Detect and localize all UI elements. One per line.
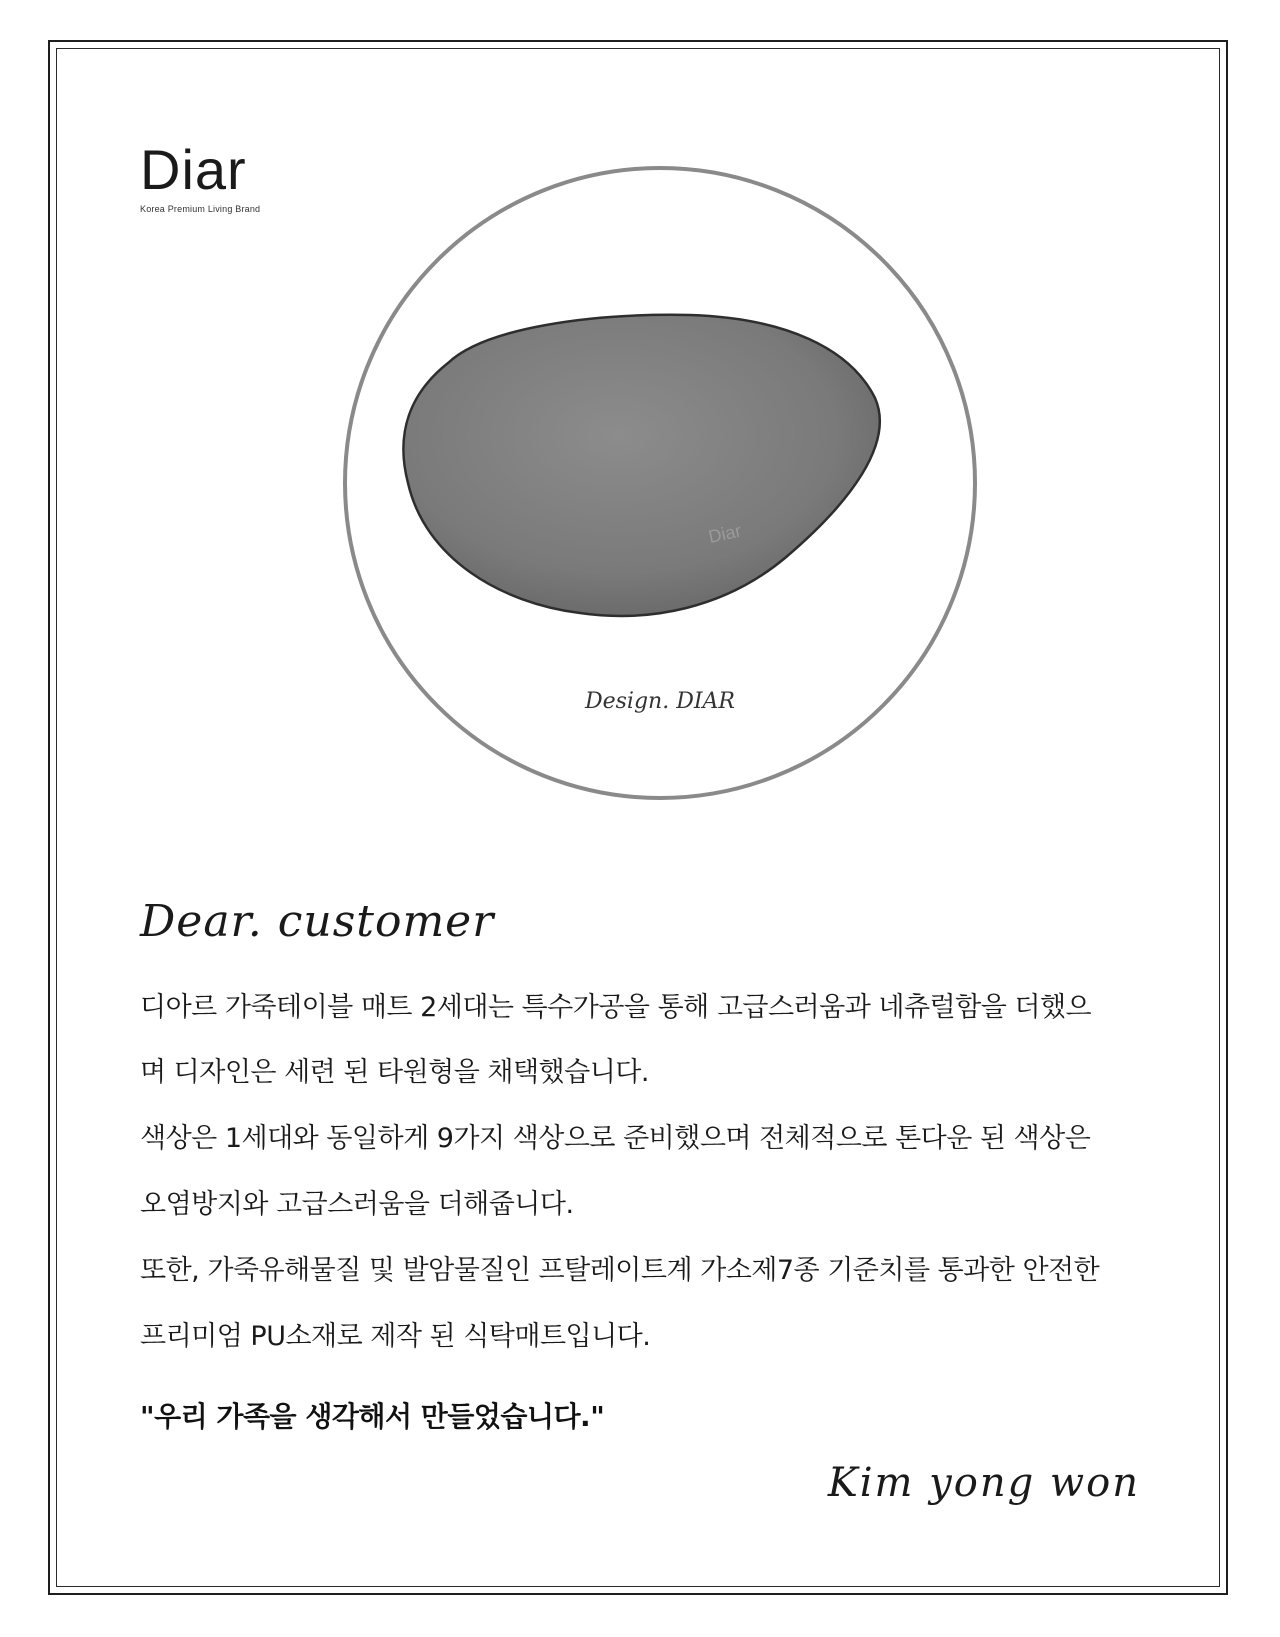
signature: Kim yong won: [827, 1460, 1140, 1506]
brand-logo: [140, 138, 261, 214]
letter-line: 또한, 가죽유해물질 및 발암물질인 프탈레이트계 가소제7종 기준치를 통과한 안전한: [140, 1255, 1100, 1286]
greeting: Dear. customer: [140, 896, 495, 947]
letter-line: 프리미엄 PU소재로 제작 된 식탁매트입니다.: [140, 1321, 651, 1352]
letter-line: 색상은 1세대와 동일하게 9가지 색상으로 준비했으며 전체적으로 톤다운 된 색상은: [140, 1123, 1091, 1154]
product-illustration: [330, 153, 990, 813]
letter-line: 며 디자인은 세련 된 타원형을 채택했습니다.: [140, 1057, 649, 1088]
letter-line: 디아르 가죽테이블 매트 2세대는 특수가공을 통해 고급스러움과 네츄럴함을 더했으: [140, 992, 1092, 1023]
brand-tagline: Korea Premium Living Brand: [140, 204, 261, 214]
closing-quote: "우리 가족을 생각해서 만들었습니다.": [140, 1400, 605, 1433]
design-caption: Design. DIAR: [584, 689, 736, 714]
mat-logo: Diar: [706, 520, 744, 547]
brand-name: Diar: [140, 138, 247, 201]
letter-line: 오염방지와 고급스러움을 더해줍니다.: [140, 1189, 574, 1220]
